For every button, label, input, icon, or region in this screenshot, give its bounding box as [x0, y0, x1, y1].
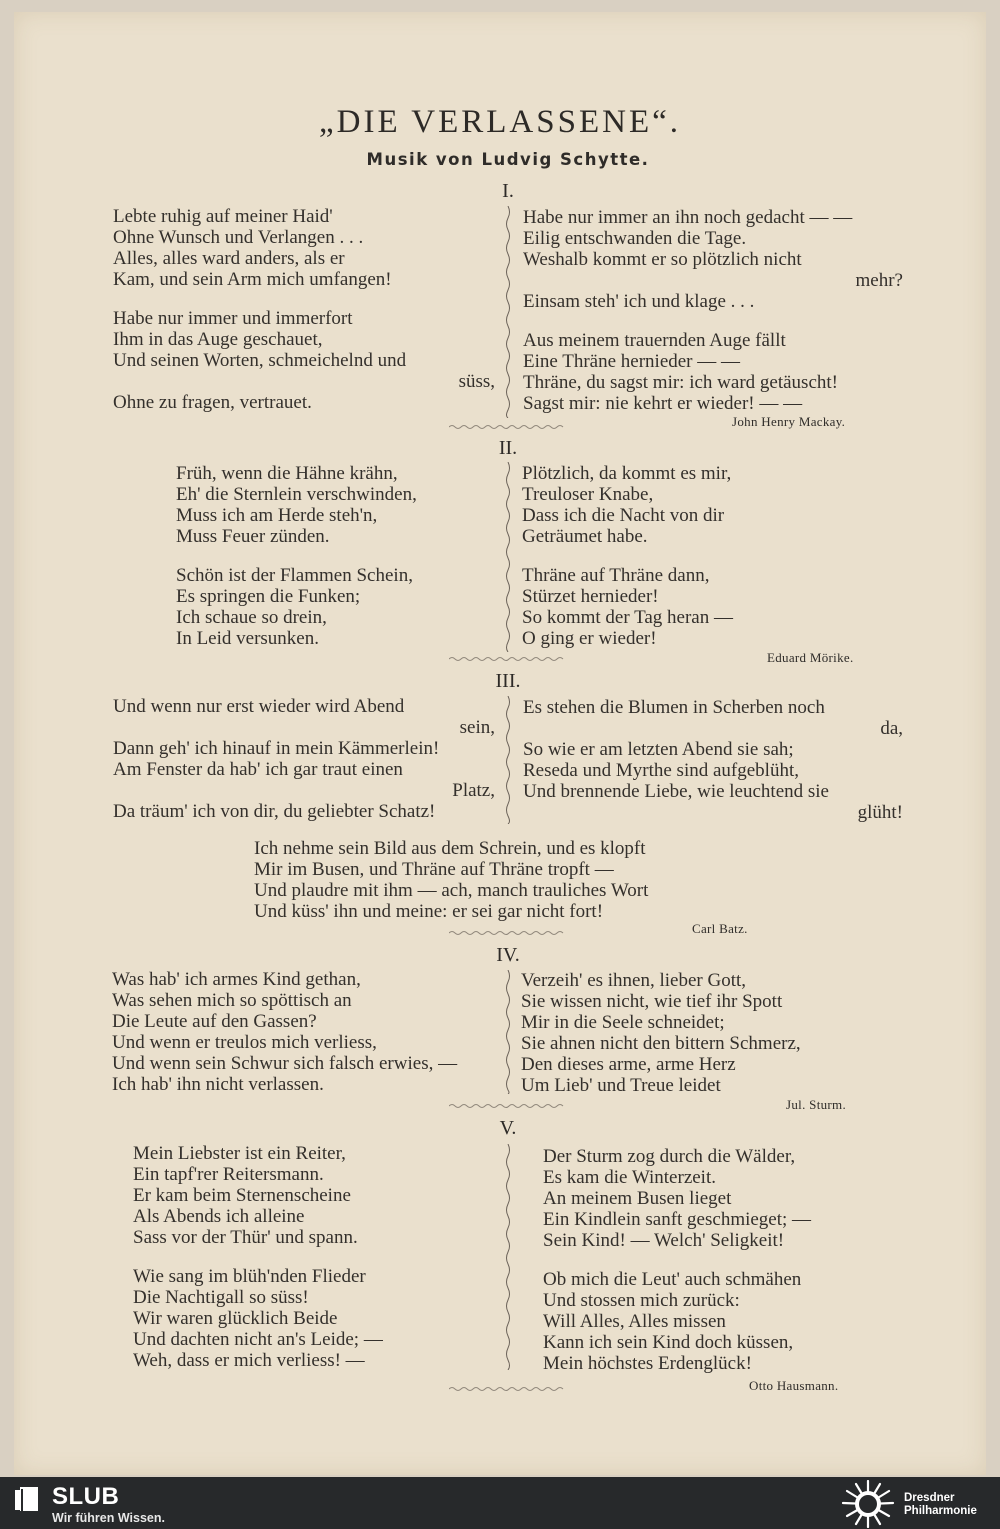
- verse-line: O ging er wieder!: [522, 628, 657, 649]
- philharmonie-sun-logo[interactable]: [840, 1480, 896, 1528]
- verse-line: Ohne Wunsch und Verlangen . . .: [113, 227, 364, 248]
- verse-line: Mein höchstes Erdenglück!: [543, 1353, 752, 1374]
- section-4-left-column: [112, 969, 494, 1095]
- document-subtitle: Musik von Ludvig Schytte.: [366, 150, 650, 169]
- verse-line: Eilig entschwanden die Tage.: [523, 228, 747, 249]
- verse-line: Schön ist der Flammen Schein,: [176, 565, 413, 586]
- verse-line: Thräne, du sagst mir: ich ward getäuscht!: [523, 372, 838, 393]
- section-4-right-column: [521, 970, 901, 1096]
- verse-line: Ein Kindlein sanft geschmieget; —: [543, 1209, 812, 1230]
- verse-line: Stürzet hernieder!: [522, 586, 659, 607]
- section-3-left-column: [113, 696, 495, 822]
- section-numeral-5: V.: [499, 1117, 517, 1139]
- verse-line-continuation: mehr?: [855, 270, 903, 291]
- author-name: Eduard Mörike.: [767, 650, 854, 665]
- verse-line: Ich nehme sein Bild aus dem Schrein, und es klopft: [254, 838, 646, 859]
- verse-line: Weshalb kommt er so plötzlich nicht: [523, 249, 802, 270]
- section-3-center-stanza: [254, 838, 774, 922]
- verse-line: Aus meinem trauernden Auge fällt: [523, 330, 786, 351]
- stanza-gap: [113, 290, 495, 308]
- slub-tagline: Wir führen Wissen.: [52, 1511, 165, 1525]
- philharmonie-name-line-2: Philharmonie: [904, 1505, 977, 1517]
- verse-line: So wie er am letzten Abend sie sah;: [523, 739, 794, 760]
- verse-line-continuation: sein,: [459, 717, 495, 738]
- stanza-gap: [543, 1251, 883, 1269]
- verse-line: So kommt der Tag heran —: [522, 607, 733, 628]
- verse-line-continuation: glüht!: [857, 802, 903, 823]
- author-name: Otto Hausmann.: [749, 1378, 839, 1393]
- column-divider: [504, 970, 512, 1094]
- column-divider: [504, 206, 512, 418]
- section-separator: [449, 656, 565, 662]
- section-numeral-3: III.: [495, 670, 521, 692]
- verse-line: Die Nachtigall so süss!: [133, 1287, 309, 1308]
- section-separator: [449, 1386, 565, 1392]
- verse-line: Ein tapf'rer Reitersmann.: [133, 1164, 324, 1185]
- section-2-right-column: [522, 463, 862, 649]
- stanza-gap: [133, 1248, 473, 1266]
- verse-line: Und dachten nicht an's Leide; —: [133, 1329, 383, 1350]
- stanza-gap: [522, 547, 862, 565]
- verse-line: Da träum' ich von dir, du geliebter Schatz!: [113, 801, 436, 822]
- section-5-left-column: [133, 1143, 473, 1371]
- verse-line: Ich hab' ihn nicht verlassen.: [112, 1074, 324, 1095]
- verse-line: Kann ich sein Kind doch küssen,: [543, 1332, 794, 1353]
- column-divider: [504, 1144, 512, 1370]
- verse-line: Ohne zu fragen, vertrauet.: [113, 392, 312, 413]
- verse-line: Habe nur immer an ihn noch gedacht — —: [523, 207, 853, 228]
- verse-line: An meinem Busen lieget: [543, 1188, 732, 1209]
- section-separator: [449, 424, 565, 430]
- verse-line: Habe nur immer und immerfort: [113, 308, 353, 329]
- section-5-right-column: [543, 1146, 883, 1374]
- section-separator: [449, 930, 565, 936]
- column-divider: [504, 696, 512, 824]
- verse-line: Was hab' ich armes Kind gethan,: [112, 969, 361, 990]
- verse-line: Früh, wenn die Hähne krähn,: [176, 463, 398, 484]
- verse-line: Die Leute auf den Gassen?: [112, 1011, 317, 1032]
- section-separator: [449, 1103, 565, 1109]
- verse-line: Als Abends ich alleine: [133, 1206, 305, 1227]
- verse-line: Mein Liebster ist ein Reiter,: [133, 1143, 346, 1164]
- philharmonie-name: [904, 1492, 977, 1518]
- slub-logo-text[interactable]: SLUB: [52, 1483, 120, 1510]
- verse-line: Thräne auf Thräne dann,: [522, 565, 710, 586]
- verse-line: Und plaudre mit ihm — ach, manch trauliches Wort: [254, 880, 649, 901]
- verse-line: Der Sturm zog durch die Wälder,: [543, 1146, 796, 1167]
- verse-line: Reseda und Myrthe sind aufgeblüht,: [523, 760, 799, 781]
- verse-line: Weh, dass er mich verliess! —: [133, 1350, 365, 1371]
- column-divider: [504, 462, 512, 652]
- section-numeral-1: I.: [502, 180, 514, 202]
- stanza-gap: [176, 547, 486, 565]
- verse-line: Verzeih' es ihnen, lieber Gott,: [521, 970, 747, 991]
- verse-line: Wir waren glücklich Beide: [133, 1308, 338, 1329]
- verse-line: Treuloser Knabe,: [522, 484, 654, 505]
- verse-line: Sagst mir: nie kehrt er wieder! — —: [523, 393, 803, 414]
- verse-line: Eine Thräne hernieder — —: [523, 351, 741, 372]
- verse-line: Eh' die Sternlein verschwinden,: [176, 484, 417, 505]
- verse-line: Und wenn sein Schwur sich falsch erwies, —: [112, 1053, 458, 1074]
- verse-line: Es springen die Funken;: [176, 586, 361, 607]
- author-name: Carl Batz.: [692, 921, 748, 936]
- document-title: „DIE VERLASSENE“.: [318, 104, 682, 140]
- verse-line: Ihm in das Auge geschauet,: [113, 329, 323, 350]
- section-1-right-column: [523, 207, 903, 414]
- verse-line: Dann geh' ich hinauf in mein Kämmerlein!: [113, 738, 440, 759]
- verse-line-continuation: Platz,: [452, 780, 495, 801]
- verse-line: Und seinen Worten, schmeichelnd und: [113, 350, 407, 371]
- verse-line: Lebte ruhig auf meiner Haid': [113, 206, 333, 227]
- verse-line: Sie wissen nicht, wie tief ihr Spott: [521, 991, 783, 1012]
- verse-line: Er kam beim Sternenscheine: [133, 1185, 351, 1206]
- verse-line: In Leid versunken.: [176, 628, 319, 649]
- verse-line-continuation: süss,: [458, 371, 495, 392]
- verse-line: Muss ich am Herde steh'n,: [176, 505, 378, 526]
- verse-line: Muss Feuer zünden.: [176, 526, 330, 547]
- verse-line: Um Lieb' und Treue leidet: [521, 1075, 721, 1096]
- section-1-left-column: [113, 206, 495, 413]
- section-numeral-4: IV.: [496, 944, 520, 966]
- philharmonie-name-line-1: Dresdner: [904, 1492, 955, 1504]
- viewer-footer-bar: [0, 1477, 1000, 1529]
- verse-line-continuation: da,: [880, 718, 903, 739]
- verse-line: Ich schaue so drein,: [176, 607, 327, 628]
- verse-line: Es kam die Winterzeit.: [543, 1167, 716, 1188]
- author-name: John Henry Mackay.: [732, 414, 846, 429]
- verse-line: Einsam steh' ich und klage . . .: [523, 291, 755, 312]
- stanza-gap: [523, 312, 903, 330]
- verse-line: Dass ich die Nacht von dir: [522, 505, 725, 526]
- verse-line: Und wenn nur erst wieder wird Abend: [113, 696, 405, 717]
- verse-line: Sie ahnen nicht den bittern Schmerz,: [521, 1033, 801, 1054]
- verse-line: Was sehen mich so spöttisch an: [112, 990, 352, 1011]
- verse-line: Wie sang im blüh'nden Flieder: [133, 1266, 366, 1287]
- verse-line: Ob mich die Leut' auch schmähen: [543, 1269, 802, 1290]
- verse-line: Mir in die Seele schneidet;: [521, 1012, 725, 1033]
- verse-line: Sein Kind! — Welch' Seligkeit!: [543, 1230, 785, 1251]
- verse-line: Es stehen die Blumen in Scherben noch: [523, 697, 825, 718]
- section-numeral-2: II.: [498, 437, 518, 459]
- author-name: Jul. Sturm.: [786, 1097, 847, 1112]
- verse-line: Am Fenster da hab' ich gar traut einen: [113, 759, 403, 780]
- verse-line: Sass vor der Thür' und spann.: [133, 1227, 358, 1248]
- verse-line: Und wenn er treulos mich verliess,: [112, 1032, 377, 1053]
- verse-line: Mir im Busen, und Thräne auf Thräne tropft —: [254, 859, 614, 880]
- verse-line: Und küss' ihn und meine: er sei gar nicht fort!: [254, 901, 604, 922]
- section-2-left-column: [176, 463, 486, 649]
- verse-line: Alles, alles ward anders, als er: [113, 248, 345, 269]
- verse-line: Und brennende Liebe, wie leuchtend sie: [523, 781, 829, 802]
- slub-page-icon: [13, 1485, 41, 1513]
- verse-line: Kam, und sein Arm mich umfangen!: [113, 269, 392, 290]
- section-3-right-column: [523, 697, 903, 823]
- verse-line: Plötzlich, da kommt es mir,: [522, 463, 732, 484]
- verse-line: Und stossen mich zurück:: [543, 1290, 740, 1311]
- verse-line: Geträumet habe.: [522, 526, 648, 547]
- verse-line: Will Alles, Alles missen: [543, 1311, 726, 1332]
- verse-line: Den dieses arme, arme Herz: [521, 1054, 736, 1075]
